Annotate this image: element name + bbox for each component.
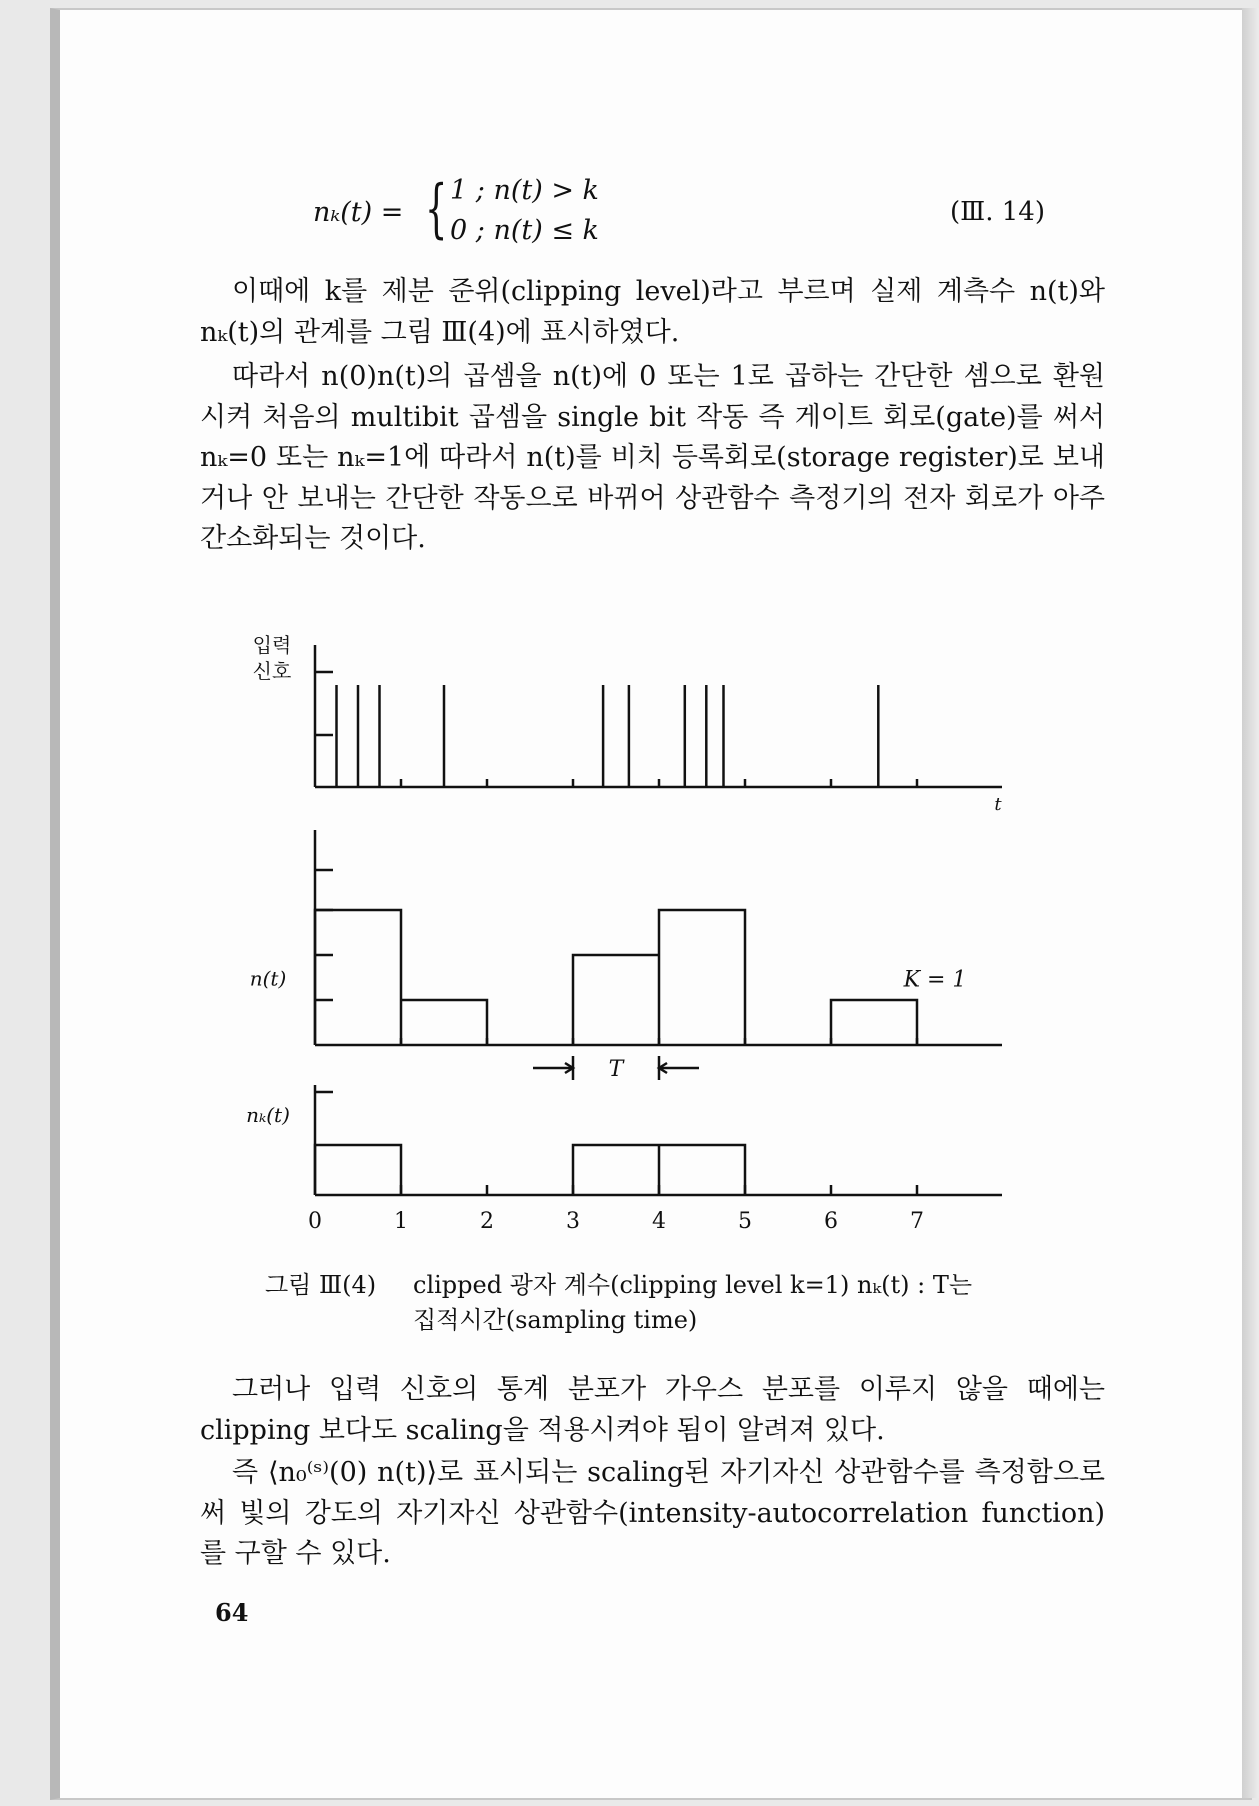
- panel-1-ylabel: 입력: [252, 633, 292, 657]
- x-tick-label-1: 1: [394, 1209, 408, 1234]
- equation-number: (Ⅲ. 14): [950, 197, 1045, 227]
- figure-iii-4: [230, 630, 1020, 1240]
- caption-line-1: clipped 광자 계수(clipping level k=1) nₖ(t) : T는: [413, 1271, 973, 1299]
- paragraph-1: 이때에 k를 제분 준위(clipping level)라고 부르며 실제 계측수 n(t)와 nₖ(t)의 관계를 그림 Ⅲ(4)에 표시하였다.: [200, 276, 1105, 348]
- equation-case-1: 1 ; n(t) > k: [450, 175, 599, 206]
- x-tick-label-0: 0: [308, 1209, 322, 1234]
- x-axis-label-t: t: [994, 794, 1002, 815]
- x-tick-label-4: 4: [652, 1209, 666, 1234]
- x-tick-label-7: 7: [910, 1209, 924, 1234]
- x-tick-label-6: 6: [824, 1209, 838, 1234]
- panel-1-ylabel: 신호: [252, 659, 292, 683]
- equation-lhs: nₖ(t) =: [313, 197, 404, 228]
- panel-3-ylabel: nₖ(t): [246, 1103, 290, 1127]
- x-tick-label-3: 3: [566, 1209, 580, 1234]
- page-number: 64: [215, 1598, 249, 1627]
- clipping-level-annotation: K = 1: [903, 967, 967, 993]
- equation-iii-14: [260, 172, 1060, 255]
- caption-label: 그림 Ⅲ(4): [265, 1271, 377, 1299]
- n-of-t-step-line: [315, 910, 917, 1045]
- paragraph-3: 그러나 입력 신호의 통계 분포가 가우스 분포를 이루지 않을 때에는 clipping 보다도 scaling을 적용시켜야 됨이 알려져 있다.: [200, 1374, 1105, 1446]
- page-edge-shadow: [1242, 8, 1259, 1798]
- paragraph-2: 따라서 n(0)n(t)의 곱셈을 n(t)에 0 또는 1로 곱하는 간단한 셈으로 환원시켜 처음의 multibit 곱셈을 single bit 작동 즉 게이트 회로(gate)를 써서 nₖ=0 또는 nₖ=1에 따라서 n(t)를 비치 등록회로(storage register)로 보내거나 안 보내는 간단한 작동으로 바뀌어 상관함수 측정기의 전자 회로가 아주 간소화되는 것이다.: [200, 361, 1105, 554]
- paragraph-4: 즉 ⟨n₀⁽ˢ⁾(0) n(t)⟩로 표시되는 scaling된 자기자신 상관함수를 측정함으로써 빛의 강도의 자기자신 상관함수(intensity-autocorrelation function)를 구할 수 있다.: [200, 1457, 1105, 1569]
- equation-brace: {: [425, 172, 448, 246]
- equation-case-2: 0 ; n(t) ≤ k: [450, 215, 599, 246]
- x-tick-label-5: 5: [738, 1209, 752, 1234]
- x-tick-label-2: 2: [480, 1209, 494, 1234]
- panel-2-ylabel: n(t): [249, 966, 287, 991]
- nk-of-t-step-line: [315, 1145, 745, 1195]
- interval-label-T: T: [608, 1057, 624, 1082]
- caption-line-2: 집적시간(sampling time): [413, 1306, 698, 1334]
